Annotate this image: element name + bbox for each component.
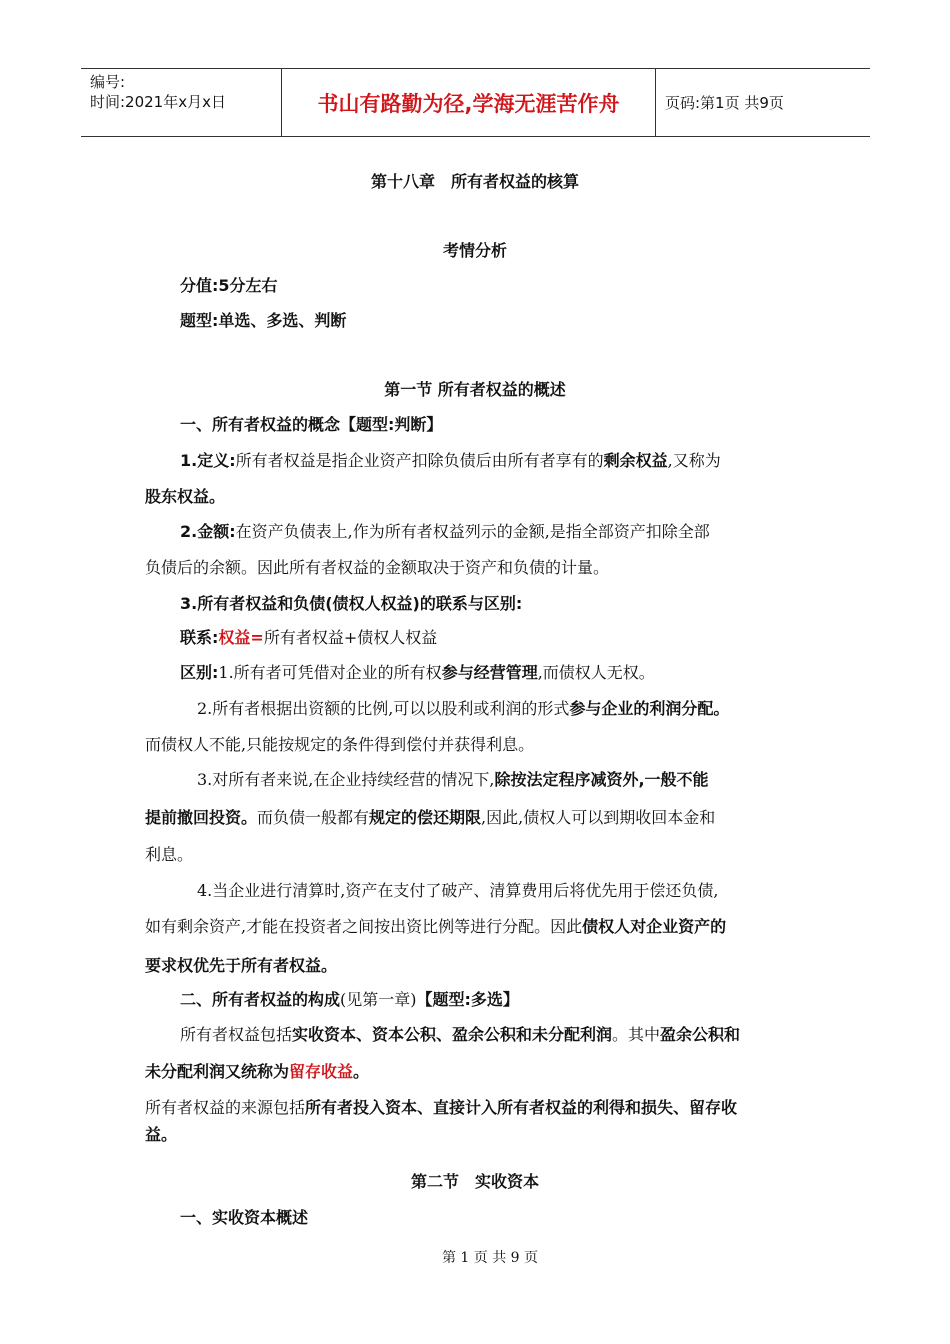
amount-label: 2.金额:: [180, 522, 236, 541]
difference3-bold3: 规定的偿还期限: [369, 808, 482, 827]
s2-heading-overview: 一、实收资本概述: [180, 1208, 309, 1227]
link-equity: 权益=: [218, 628, 264, 647]
difference-line4: 4.当企业进行清算时,资产在支付了破产、清算费用后将优先用于偿还负债,: [197, 881, 719, 900]
definition-bold: 剩余权益: [603, 451, 668, 470]
page-header: [81, 68, 870, 137]
amount-line2: 负债后的余额。因此所有者权益的金额取决于资产和负债的计量。: [145, 558, 610, 577]
difference4-bold: 债权人对企业资产的: [582, 917, 727, 936]
composition-heading-type: 【题型:多选】: [416, 990, 519, 1009]
link-label: 联系:: [180, 628, 219, 647]
difference1-text: 1.所有者可凭借对企业的所有权: [218, 663, 442, 682]
composition-text2: 。其中: [612, 1025, 661, 1044]
retained-earnings-term: 留存收益: [289, 1062, 354, 1081]
composition-bold3: 未分配利润又统称为: [145, 1062, 290, 1081]
header-page-info: 页码:第1页 共9页: [665, 94, 784, 112]
link-text: 所有者权益+债权人权益: [263, 628, 438, 647]
s1-heading-concept: 一、所有者权益的概念【题型:判断】: [180, 415, 443, 434]
amount-text: 在资产负债表上,作为所有者权益列示的金额,是指全部资产扣除全部: [235, 522, 710, 541]
difference3-bold2: 提前撤回投资。: [145, 808, 258, 827]
composition-bold2: 盈余公积和: [660, 1025, 741, 1044]
composition-heading-note: (见第一章): [340, 990, 417, 1009]
header-motto: 书山有路勤为径,学海无涯苦作舟: [281, 69, 656, 136]
difference-line3: [197, 769, 709, 791]
definition-text-end: ,又称为: [667, 451, 721, 470]
difference3-bold: 除按法定程序减资外,一般不能: [494, 770, 709, 789]
s1-heading-composition: [180, 989, 519, 1011]
difference-line4c: 要求权优先于所有者权益。: [145, 956, 338, 975]
analysis-title: 考情分析: [442, 241, 507, 260]
difference-line4b: [145, 916, 726, 938]
composition-line1: [180, 1024, 740, 1046]
difference3-text: 3.对所有者来说,在企业持续经营的情况下,: [197, 770, 495, 789]
difference2-bold: 参与企业的利润分配。: [569, 699, 730, 718]
composition-bold4: 。: [353, 1062, 370, 1081]
link-line: [180, 627, 437, 649]
score-line: 分值:5分左右: [180, 276, 278, 295]
definition-line2: 股东权益。: [145, 487, 226, 506]
difference3-text3: ,因此,债权人可以到期收回本金和: [481, 808, 716, 827]
page-footer: 第 1 页 共 9 页: [441, 1250, 539, 1266]
difference-label: 区别:: [180, 663, 219, 682]
source-line1: [145, 1097, 737, 1119]
composition-bold1: 实收资本、资本公积、盈余公积和未分配利润: [292, 1025, 613, 1044]
section2-title: 第二节 实收资本: [410, 1172, 539, 1191]
difference-line3b: [145, 807, 715, 829]
difference-line3c: 利息。: [145, 845, 194, 864]
amount-line: [180, 521, 710, 543]
difference1-text-end: ,而债权人无权。: [537, 663, 655, 682]
definition-line: [180, 450, 721, 472]
relation-heading: 3.所有者权益和负债(债权人权益)的联系与区别:: [180, 594, 523, 613]
difference4-text2: 如有剩余资产,才能在投资者之间按出资比例等进行分配。因此: [145, 917, 583, 936]
difference2-text: 2.所有者根据出资额的比例,可以以股利或利润的形式: [197, 699, 570, 718]
source-line2: 益。: [145, 1125, 178, 1144]
chapter-title: 第十八章 所有者权益的核算: [370, 172, 579, 191]
source-bold: 所有者投入资本、直接计入所有者权益的利得和损失、留存收: [305, 1098, 738, 1117]
difference3-text2: 而负债一般都有: [257, 808, 370, 827]
composition-text1: 所有者权益包括: [180, 1025, 293, 1044]
section1-title: 第一节 所有者权益的概述: [384, 380, 566, 399]
definition-text: 所有者权益是指企业资产扣除负债后由所有者享有的: [235, 451, 604, 470]
question-types-line: 题型:单选、多选、判断: [180, 311, 347, 330]
composition-heading-bold: 二、所有者权益的构成: [180, 990, 341, 1009]
source-text: 所有者权益的来源包括: [145, 1098, 306, 1117]
difference1-bold: 参与经营管理: [441, 663, 538, 682]
doc-time-label: 时间:2021年x月x日: [90, 93, 226, 111]
doc-number-label: 编号:: [90, 73, 126, 91]
composition-line2: [145, 1061, 369, 1083]
definition-label: 1.定义:: [180, 451, 236, 470]
difference-line2: [197, 698, 729, 720]
difference-line2b: 而债权人不能,只能按规定的条件得到偿付并获得利息。: [145, 735, 535, 754]
difference-line1: [180, 662, 655, 684]
header-meta: [81, 69, 281, 136]
